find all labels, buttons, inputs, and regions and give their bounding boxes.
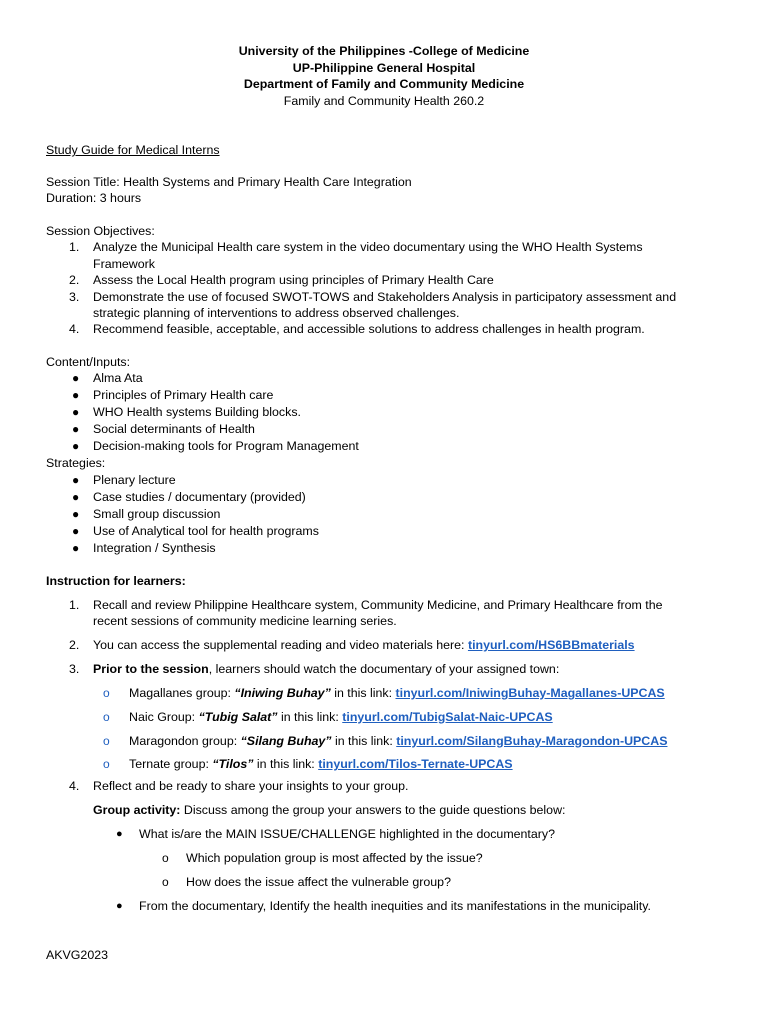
objectives-section [46, 223, 736, 338]
objective-item: 1. Analyze the Municipal Health care system in the video documentary using the WHO Health Systems Framework [69, 240, 643, 271]
naic-video-link[interactable]: tinyurl.com/TubigSalat-Naic-UPCAS [342, 709, 553, 724]
header-university: University of the Philippines -College of Medicine [238, 44, 530, 58]
materials-link[interactable]: tinyurl.com/HS6BBmaterials [467, 638, 635, 652]
circle-bullet-icon: o [162, 875, 169, 889]
group-item-ternate: o Ternate group: “Tilos” in this link: tinyurl.com/Tilos-Ternate-UPCAS [103, 757, 513, 772]
group-activity: Group activity: Discuss among the group your answers to the guide questions below: [93, 803, 566, 817]
document-header [0, 43, 768, 109]
objectives-heading: Session Objectives: [46, 224, 155, 238]
objectives-list [46, 239, 736, 337]
bullet-icon: ● [72, 523, 80, 538]
question-1: ● What is/are the MAIN ISSUE/CHALLENGE highlighted in the documentary? [116, 827, 555, 841]
list-item: ● Small group discussion [72, 506, 221, 521]
bullet-icon: ● [72, 422, 80, 437]
guide-title: Study Guide for Medical Interns [46, 143, 220, 157]
list-item: ● WHO Health systems Building blocks. [72, 405, 301, 420]
maragondon-video-link[interactable]: tinyurl.com/SilangBuhay-Maragondon-UPCAS [396, 733, 668, 748]
group-item-maragondon: o Maragondon group: “Silang Buhay” in this link: tinyurl.com/SilangBuhay-Maragondon-UPCAS [103, 733, 668, 748]
bullet-icon: ● [72, 439, 80, 454]
content-section [46, 354, 736, 557]
objective-item: 2. Assess the Local Health program using principles of Primary Health Care [69, 273, 494, 288]
bullet-icon: ● [116, 828, 123, 840]
session-title: Session Title: Health Systems and Primary Health Care Integration [46, 175, 412, 189]
list-item: ● Plenary lecture [72, 472, 176, 487]
session-info [46, 174, 736, 207]
header-hospital: UP-Philippine General Hospital [292, 60, 476, 75]
list-item: ● Decision-making tools for Program Management [72, 439, 359, 454]
instructions-heading: Instruction for learners: [46, 574, 186, 588]
magallanes-video-link[interactable]: tinyurl.com/IniwingBuhay-Magallanes-UPCAS [395, 686, 665, 700]
strategies-heading: Strategies: [46, 456, 106, 471]
question-1a: o Which population group is most affected by the issue? [162, 851, 483, 865]
list-item: ● Alma Ata [72, 371, 143, 386]
bullet-icon: ● [72, 388, 80, 403]
list-item: ● Principles of Primary Health care [72, 388, 274, 403]
list-item: ● Case studies / documentary (provided) [72, 489, 306, 504]
header-course: Family and Community Health 260.2 [283, 93, 485, 108]
bullet-icon: ● [72, 472, 80, 487]
content-list [46, 370, 736, 455]
strategies-list [46, 472, 736, 557]
list-item: ● Integration / Synthesis [72, 540, 216, 555]
instruction-4: 4. Reflect and be ready to share your insights to your group. [69, 779, 409, 793]
bullet-icon: ● [72, 371, 80, 386]
bullet-icon: ● [72, 405, 80, 420]
footer-code: AKVG2023 [46, 948, 108, 962]
circle-bullet-icon: o [103, 709, 110, 724]
circle-bullet-icon: o [103, 686, 110, 700]
group-item-magallanes: o Magallanes group: “Iniwing Buhay” in this link: tinyurl.com/IniwingBuhay-Magallanes-UPCAS [103, 686, 665, 700]
group-item-naic: o Naic Group: “Tubig Salat” in this link: tinyurl.com/TubigSalat-Naic-UPCAS [103, 709, 553, 724]
question-2: ● From the documentary, Identify the health inequities and its manifestations in the municipality. [116, 899, 651, 913]
bullet-icon: ● [72, 506, 80, 521]
circle-bullet-icon: o [103, 757, 110, 772]
list-item: ● Use of Analytical tool for health programs [72, 523, 319, 538]
header-department: Department of Family and Community Medicine [243, 77, 525, 91]
list-item: ● Social determinants of Health [72, 422, 255, 437]
session-duration: Duration: 3 hours [46, 191, 142, 206]
question-1b: o How does the issue affect the vulnerable group? [162, 875, 451, 889]
content-heading: Content/Inputs: [46, 355, 131, 369]
objective-item: 4. Recommend feasible, acceptable, and accessible solutions to address challenges in health program. [69, 322, 645, 337]
bullet-icon: ● [72, 489, 80, 504]
ternate-video-link[interactable]: tinyurl.com/Tilos-Ternate-UPCAS [318, 757, 513, 772]
circle-bullet-icon: o [103, 733, 110, 748]
instruction-2: 2. You can access the supplemental reading and video materials here: tinyurl.com/HS6BBmaterials [69, 638, 635, 652]
bullet-icon: ● [116, 900, 123, 912]
instruction-1: 1. Recall and review Philippine Healthcare system, Community Medicine, and Primary Healthcare from the recent sessions of community medicine learning series. [69, 598, 663, 629]
group-list [46, 685, 736, 773]
instruction-3: 3. Prior to the session, learners should watch the documentary of your assigned town: [69, 662, 560, 676]
objective-item: 3. Demonstrate the use of focused SWOT-TOWS and Stakeholders Analysis in participatory assessment and strategic planning of interventions to address observed challenges. [69, 289, 677, 321]
bullet-icon: ● [72, 540, 80, 555]
circle-bullet-icon: o [162, 851, 169, 865]
